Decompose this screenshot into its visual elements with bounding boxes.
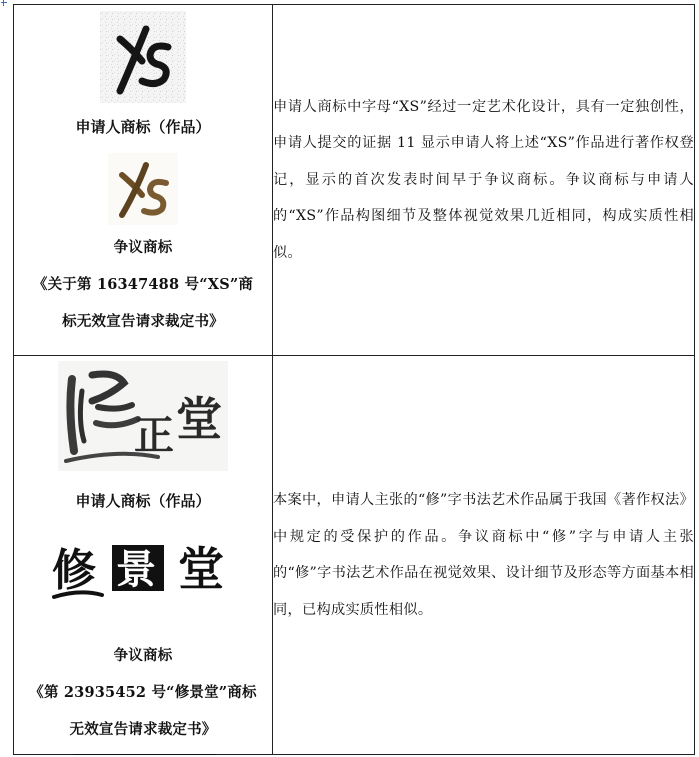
disputed-mark-image bbox=[108, 153, 178, 225]
analysis-text: 申请人商标中字母“XS”经过一定艺术化设计，具有一定独创性，申请人提交的证据 11 显示申请人将上述“XS”作品进行著作权登记，显示的首次发表时间早于争议商标。争议商标与申请人的“XS”作品构图细节及整体视觉效果几近相同，构成实质性相似。 bbox=[273, 98, 694, 261]
disputed-mark-label: 争议商标 bbox=[113, 647, 173, 664]
ruling-title-line1: 《第 23935452 号“修景堂”商标 bbox=[29, 684, 257, 701]
applicant-mark-label: 申请人商标（作品） bbox=[75, 118, 211, 136]
corner-marker bbox=[1, 0, 7, 6]
analysis-text: 本案中，申请人主张的“修”字书法艺术作品属于我国《著作权法》中规定的受保护的作品。争议商标中“修”字与申请人主张的“修”字书法艺术作品在视觉效果、设计细节及形态等方面基本相同，已构成实质性相似。 bbox=[273, 492, 694, 618]
table-row bbox=[14, 5, 695, 356]
divider bbox=[73, 754, 216, 755]
svg-text:堂: 堂 bbox=[178, 542, 224, 596]
applicant-mark-label: 申请人商标（作品） bbox=[75, 492, 211, 510]
svg-text:修: 修 bbox=[52, 545, 96, 596]
ruling-title-line2: 无效宣告请求裁定书》 bbox=[69, 721, 217, 738]
analysis-cell bbox=[273, 5, 695, 356]
applicant-mark-image bbox=[98, 9, 188, 105]
disputed-mark-image bbox=[50, 533, 236, 607]
disputed-mark-label: 争议商标 bbox=[113, 239, 173, 256]
ruling-title-line2: 标无效宣告请求裁定书》 bbox=[62, 313, 224, 330]
analysis-cell bbox=[273, 356, 695, 755]
applicant-mark-image bbox=[58, 361, 228, 471]
svg-text:正: 正 bbox=[134, 412, 174, 459]
svg-text:堂: 堂 bbox=[176, 392, 222, 446]
mark-cell bbox=[14, 5, 273, 356]
svg-text:景: 景 bbox=[116, 546, 156, 593]
comparison-table bbox=[13, 4, 695, 755]
table-row bbox=[14, 356, 695, 755]
ruling-title-line1: 《关于第 16347488 号“XS”商 bbox=[32, 276, 254, 293]
mark-cell bbox=[14, 356, 273, 755]
